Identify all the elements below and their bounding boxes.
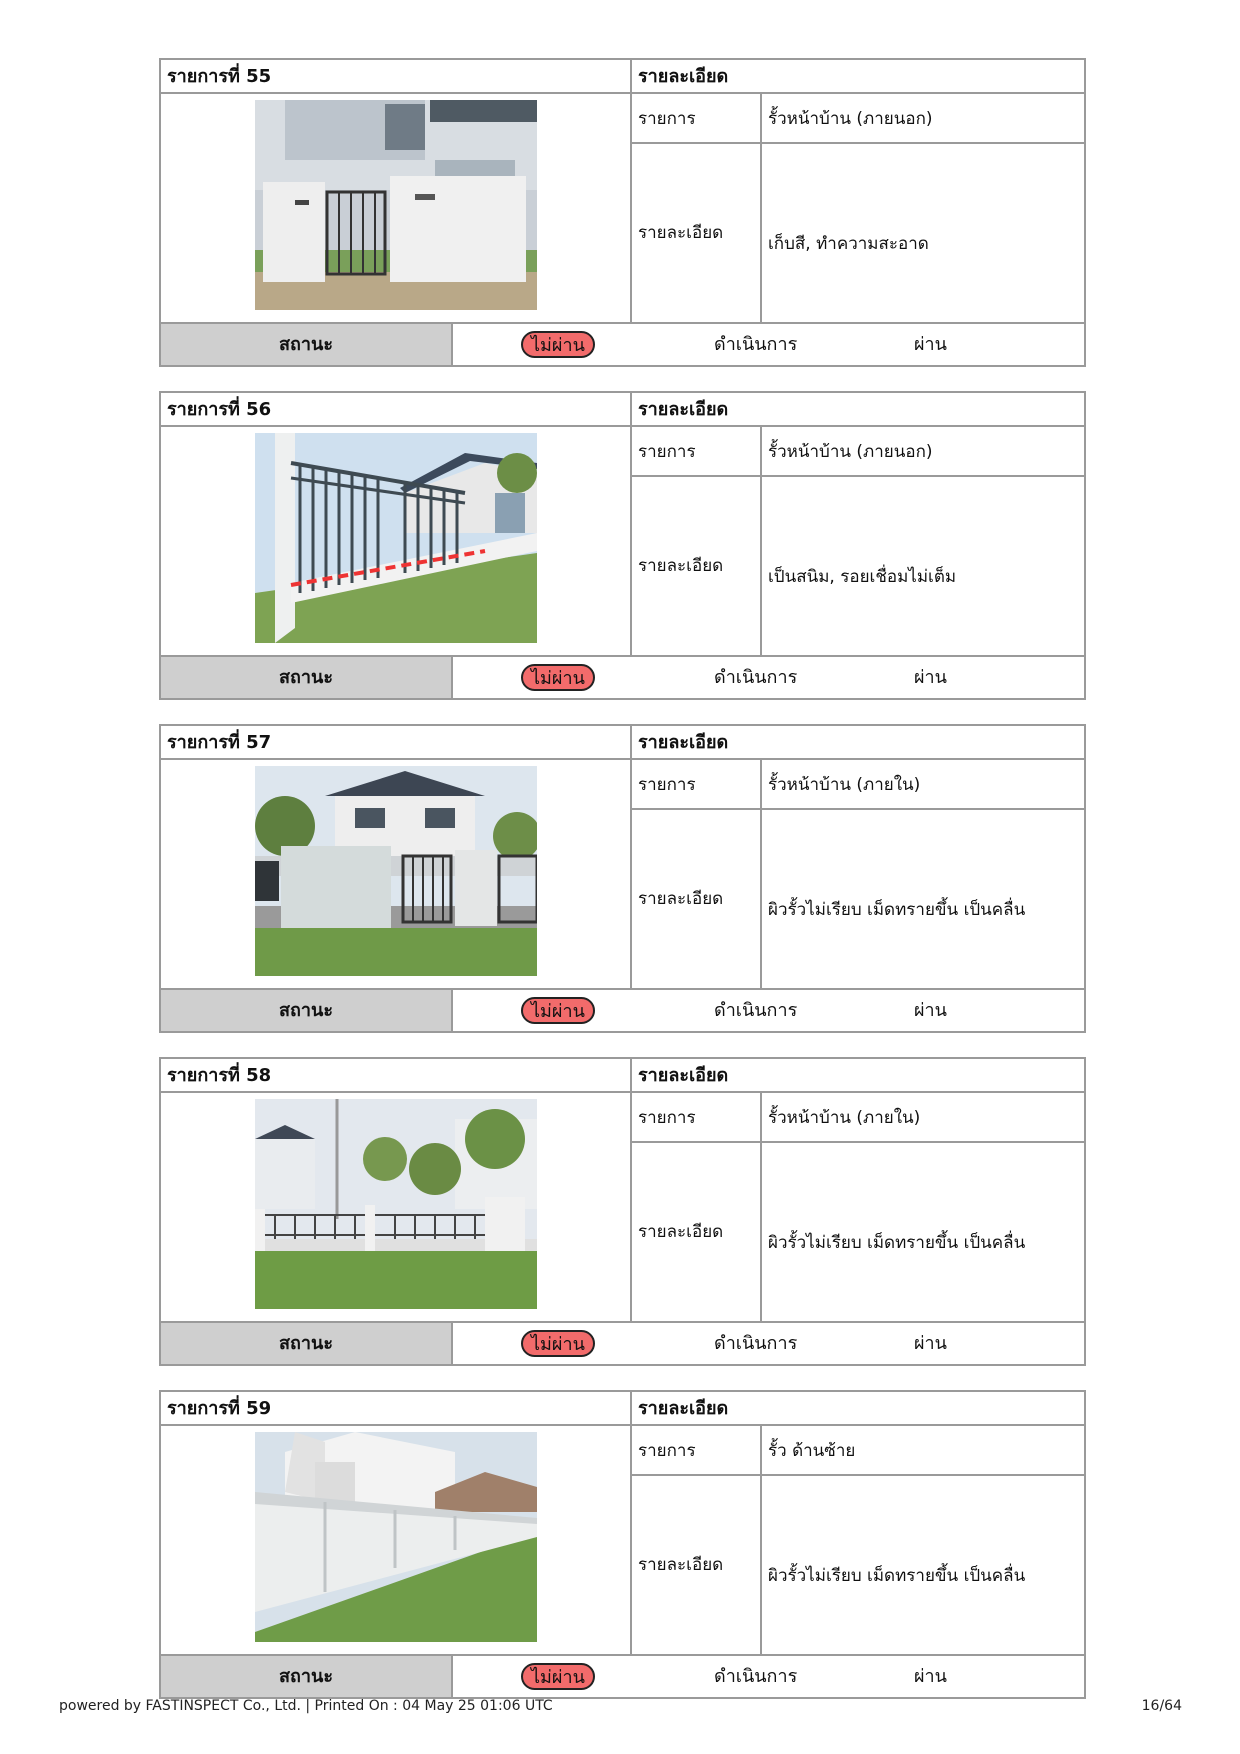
item-value: รั้วหน้าบ้าน (ภายนอก) <box>762 94 1084 144</box>
detail-header: รายละเอียด <box>632 726 1084 760</box>
status-pass-option[interactable]: ผ่าน <box>914 1333 947 1354</box>
detail-header: รายละเอียด <box>632 1059 1084 1093</box>
item-number-title: รายการที่ 57 <box>161 726 632 760</box>
status-label: สถานะ <box>161 1656 453 1697</box>
status-in-progress-option[interactable]: ดำเนินการ <box>714 1000 798 1021</box>
detail-value: ผิวรั้วไม่เรียบ เม็ดทรายขึ้น เป็นคลื่น <box>768 1566 1026 1586</box>
status-row <box>161 988 1084 1031</box>
inspection-item-card <box>159 724 1086 1033</box>
inspection-item-card <box>159 58 1086 367</box>
photo-cell <box>161 94 632 322</box>
status-pass-option[interactable]: ผ่าน <box>914 334 947 355</box>
item-number-title: รายการที่ 58 <box>161 1059 632 1093</box>
status-in-progress-option[interactable]: ดำเนินการ <box>714 1333 798 1354</box>
status-in-progress-option[interactable]: ดำเนินการ <box>714 334 798 355</box>
detail-label: รายละเอียด <box>632 477 762 655</box>
inspection-photo[interactable] <box>255 100 537 310</box>
status-pass-option[interactable]: ผ่าน <box>914 1666 947 1687</box>
status-row <box>161 655 1084 698</box>
status-in-progress-option[interactable]: ดำเนินการ <box>714 667 798 688</box>
item-label: รายการ <box>632 760 762 810</box>
item-number-title: รายการที่ 55 <box>161 60 632 94</box>
status-in-progress-option[interactable]: ดำเนินการ <box>714 1666 798 1687</box>
item-value: รั้วหน้าบ้าน (ภายใน) <box>762 760 1084 810</box>
photo-cell <box>161 1093 632 1321</box>
status-row <box>161 1654 1084 1697</box>
detail-value: ผิวรั้วไม่เรียบ เม็ดทรายขึ้น เป็นคลื่น <box>768 900 1026 920</box>
item-number-title: รายการที่ 59 <box>161 1392 632 1426</box>
inspection-photo[interactable] <box>255 1432 537 1642</box>
detail-label: รายละเอียด <box>632 144 762 322</box>
photo-cell <box>161 760 632 988</box>
status-label: สถานะ <box>161 1323 453 1364</box>
status-fail-option[interactable]: ไม่ผ่าน <box>521 664 595 691</box>
status-label: สถานะ <box>161 657 453 698</box>
detail-label: รายละเอียด <box>632 1476 762 1654</box>
item-value: รั้วหน้าบ้าน (ภายนอก) <box>762 427 1084 477</box>
status-pass-option[interactable]: ผ่าน <box>914 1000 947 1021</box>
inspection-item-card <box>159 1057 1086 1366</box>
inspection-photo[interactable] <box>255 766 537 976</box>
status-label: สถานะ <box>161 990 453 1031</box>
status-label: สถานะ <box>161 324 453 365</box>
detail-header: รายละเอียด <box>632 393 1084 427</box>
item-label: รายการ <box>632 1426 762 1476</box>
detail-header: รายละเอียด <box>632 60 1084 94</box>
detail-label: รายละเอียด <box>632 1143 762 1321</box>
photo-cell <box>161 1426 632 1654</box>
status-pass-option[interactable]: ผ่าน <box>914 667 947 688</box>
detail-header: รายละเอียด <box>632 1392 1084 1426</box>
detail-value: ผิวรั้วไม่เรียบ เม็ดทรายขึ้น เป็นคลื่น <box>768 1233 1026 1253</box>
status-fail-option[interactable]: ไม่ผ่าน <box>521 997 595 1024</box>
item-value: รั้ว ด้านซ้าย <box>762 1426 1084 1476</box>
item-label: รายการ <box>632 94 762 144</box>
inspection-item-card <box>159 1390 1086 1699</box>
inspection-photo[interactable] <box>255 1099 537 1309</box>
footer-powered-by: powered by FASTINSPECT Co., Ltd. | Printed On : 04 May 25 01:06 UTC <box>59 1698 553 1714</box>
inspection-item-card <box>159 391 1086 700</box>
item-label: รายการ <box>632 427 762 477</box>
status-fail-option[interactable]: ไม่ผ่าน <box>521 1330 595 1357</box>
status-row <box>161 1321 1084 1364</box>
photo-cell <box>161 427 632 655</box>
status-fail-option[interactable]: ไม่ผ่าน <box>521 331 595 358</box>
page-number: 16/64 <box>1141 1698 1182 1714</box>
item-value: รั้วหน้าบ้าน (ภายใน) <box>762 1093 1084 1143</box>
detail-label: รายละเอียด <box>632 810 762 988</box>
inspection-photo[interactable] <box>255 433 537 643</box>
detail-value: เป็นสนิม, รอยเชื่อมไม่เต็ม <box>768 567 957 587</box>
item-number-title: รายการที่ 56 <box>161 393 632 427</box>
item-label: รายการ <box>632 1093 762 1143</box>
status-row <box>161 322 1084 365</box>
status-fail-option[interactable]: ไม่ผ่าน <box>521 1663 595 1690</box>
detail-value: เก็บสี, ทำความสะอาด <box>768 234 929 254</box>
